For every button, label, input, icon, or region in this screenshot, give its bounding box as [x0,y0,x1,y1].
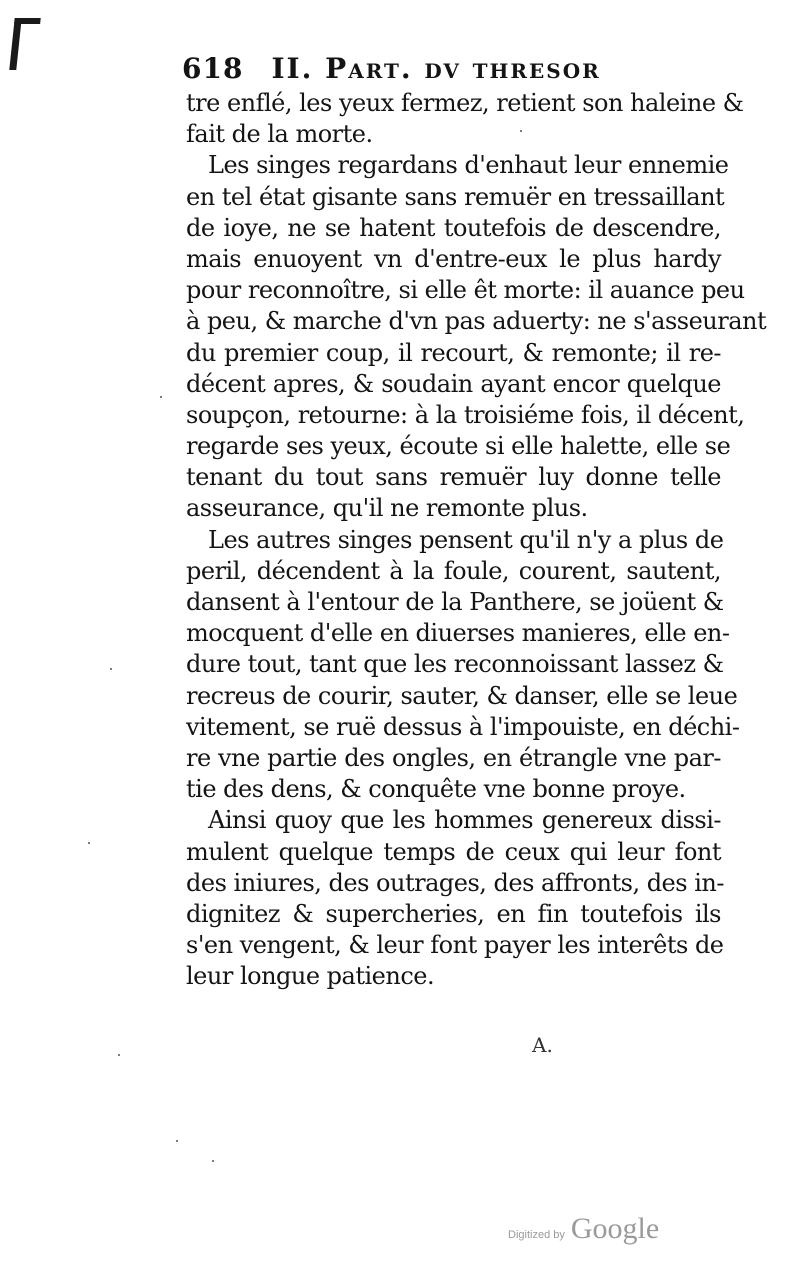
running-head [182,52,722,85]
text-line: dansent à l'entour de la Panthere, se joüent & [186,588,724,616]
text-line: tre enflé, les yeux fermez, retient son haleine & [186,89,744,117]
paragraph-start: Les singes regardans d'enhaut leur ennemie [208,151,729,180]
ink-speck [160,396,162,398]
text-line: décent apres, & soudain ayant encor quelque [186,369,721,398]
text-block [186,88,767,992]
paragraph-start: Ainsi quoy que les hommes genereux dissi- [208,806,721,835]
text-line: peril, décendent à la foule, courent, sautent, [186,556,721,585]
page-number: 618 [182,52,244,85]
text-line: vitement, se ruë dessus à l'impouiste, en déchi- [186,712,740,741]
text-line: leur longue patience. [186,962,435,991]
google-logo: Google [570,1212,660,1245]
binding-mark [9,18,21,70]
text-line: re vne partie des ongles, en étrangle vne par- [186,743,721,772]
text-line: regarde ses yeux, écoute si elle halette, elle se [186,432,731,461]
text-line: fait de la morte. [186,120,373,149]
end-ornament: A. [532,1033,553,1057]
text-line: à peu, & marche d'vn pas aduerty: ne s'asseurant [186,307,767,336]
text-line: s'en vengent, & leur font payer les interêts de [186,931,724,960]
ink-speck [110,668,112,670]
text-line: asseurance, qu'il ne remonte plus. [186,494,588,523]
text-line: mulent quelque temps de ceux qui leur font [186,837,721,866]
text-line: du premier coup, il recourt, & remonte; il re- [186,338,721,367]
paragraph-start: Les autres singes pensent qu'il n'y a plus de [208,525,724,554]
text-line: mocquent d'elle en diuerses manieres, elle en- [186,619,730,648]
ink-speck [520,130,522,132]
text-line: pour reconnoître, si elle êt morte: il auance peu [186,276,745,305]
text-line: dignitez & supercheries, en fin toutefois ils [186,899,721,928]
text-line: des iniures, des outrages, des affronts, des in- [186,868,724,897]
text-line: dure tout, tant que les reconnoissant lassez & [186,650,724,679]
watermark-prefix: Digitized by [508,1229,565,1241]
text-line: tie des dens, & conquête vne bonne proye. [186,775,686,804]
ink-speck [118,1054,120,1056]
ink-speck [176,1140,178,1142]
text-line: soupçon, retourne: à la troisiéme fois, il décent, [186,400,745,429]
ink-speck [212,1160,214,1162]
text-line: tenant du tout sans remuër luy donne telle [186,463,721,492]
text-line: mais enuoyent vn d'entre-eux le plus hardy [186,244,721,273]
text-line: en tel état gisante sans remuër en tressaillant [186,182,725,211]
text-line: recreus de courir, sauter, & danser, elle se leue [186,681,738,710]
running-title: II. Part. dv thresor [271,52,601,85]
digitization-watermark [508,1212,659,1246]
ink-speck [88,842,90,844]
text-line: de ioye, ne se hatent toutefois de descendre, [186,213,721,242]
